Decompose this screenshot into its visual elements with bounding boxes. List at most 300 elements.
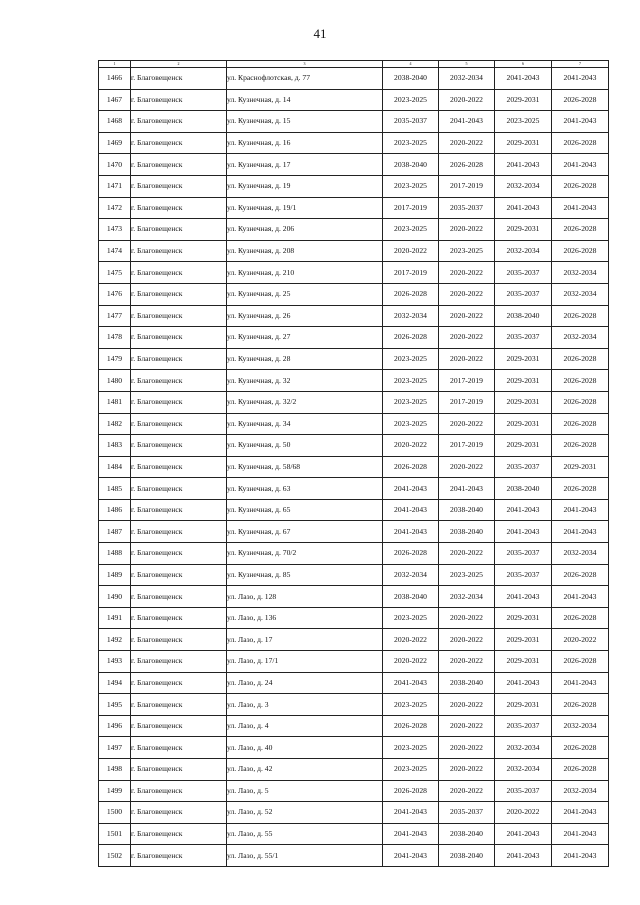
address-cell: ул. Кузнечная, д. 58/68 bbox=[227, 456, 383, 478]
address-cell: ул. Кузнечная, д. 19 bbox=[227, 175, 383, 197]
period-col4-cell: 2032-2034 bbox=[383, 305, 439, 327]
address-cell: ул. Лазо, д. 55/1 bbox=[227, 845, 383, 867]
row-number-cell: 1466 bbox=[99, 68, 131, 90]
row-number-cell: 1486 bbox=[99, 499, 131, 521]
period-col7-cell: 2041-2043 bbox=[552, 499, 609, 521]
period-col4-cell: 2032-2034 bbox=[383, 564, 439, 586]
row-number-cell: 1484 bbox=[99, 456, 131, 478]
period-col4-cell: 2017-2019 bbox=[383, 262, 439, 284]
city-cell: г. Благовещенск bbox=[131, 737, 227, 759]
period-col6-cell: 2035-2037 bbox=[495, 327, 552, 349]
row-number-cell: 1473 bbox=[99, 219, 131, 241]
period-col4-cell: 2041-2043 bbox=[383, 845, 439, 867]
column-number: 5 bbox=[439, 61, 495, 68]
row-number-cell: 1502 bbox=[99, 845, 131, 867]
period-col4-cell: 2023-2025 bbox=[383, 759, 439, 781]
row-number-cell: 1483 bbox=[99, 435, 131, 457]
table-row bbox=[99, 823, 609, 845]
period-col6-cell: 2038-2040 bbox=[495, 478, 552, 500]
city-cell: г. Благовещенск bbox=[131, 348, 227, 370]
row-number-cell: 1488 bbox=[99, 543, 131, 565]
address-cell: ул. Кузнечная, д. 32 bbox=[227, 370, 383, 392]
row-number-cell: 1479 bbox=[99, 348, 131, 370]
row-number-cell: 1499 bbox=[99, 780, 131, 802]
address-cell: ул. Кузнечная, д. 15 bbox=[227, 111, 383, 133]
period-col4-cell: 2026-2028 bbox=[383, 327, 439, 349]
address-cell: ул. Лазо, д. 3 bbox=[227, 694, 383, 716]
city-cell: г. Благовещенск bbox=[131, 521, 227, 543]
period-col5-cell: 2038-2040 bbox=[439, 672, 495, 694]
period-col4-cell: 2026-2028 bbox=[383, 780, 439, 802]
address-cell: ул. Кузнечная, д. 67 bbox=[227, 521, 383, 543]
city-cell: г. Благовещенск bbox=[131, 802, 227, 824]
period-col7-cell: 2041-2043 bbox=[552, 521, 609, 543]
period-col7-cell: 2026-2028 bbox=[552, 435, 609, 457]
table-row bbox=[99, 499, 609, 521]
period-col7-cell: 2041-2043 bbox=[552, 154, 609, 176]
address-cell: ул. Лазо, д. 5 bbox=[227, 780, 383, 802]
period-col7-cell: 2026-2028 bbox=[552, 607, 609, 629]
period-col5-cell: 2035-2037 bbox=[439, 802, 495, 824]
column-number: 6 bbox=[495, 61, 552, 68]
period-col4-cell: 2041-2043 bbox=[383, 521, 439, 543]
table-row bbox=[99, 348, 609, 370]
address-cell: ул. Кузнечная, д. 27 bbox=[227, 327, 383, 349]
city-cell: г. Благовещенск bbox=[131, 715, 227, 737]
period-col5-cell: 2023-2025 bbox=[439, 564, 495, 586]
table-row bbox=[99, 175, 609, 197]
period-col6-cell: 2041-2043 bbox=[495, 197, 552, 219]
city-cell: г. Благовещенск bbox=[131, 651, 227, 673]
period-col5-cell: 2032-2034 bbox=[439, 68, 495, 90]
period-col7-cell: 2026-2028 bbox=[552, 305, 609, 327]
table-row bbox=[99, 780, 609, 802]
period-col4-cell: 2041-2043 bbox=[383, 672, 439, 694]
period-col7-cell: 2026-2028 bbox=[552, 175, 609, 197]
city-cell: г. Благовещенск bbox=[131, 672, 227, 694]
table-row bbox=[99, 629, 609, 651]
row-number-cell: 1477 bbox=[99, 305, 131, 327]
period-col4-cell: 2038-2040 bbox=[383, 68, 439, 90]
table-row bbox=[99, 737, 609, 759]
period-col6-cell: 2029-2031 bbox=[495, 132, 552, 154]
table-row bbox=[99, 111, 609, 133]
period-col7-cell: 2026-2028 bbox=[552, 132, 609, 154]
row-number-cell: 1480 bbox=[99, 370, 131, 392]
city-cell: г. Благовещенск bbox=[131, 219, 227, 241]
period-col4-cell: 2041-2043 bbox=[383, 802, 439, 824]
period-col5-cell: 2017-2019 bbox=[439, 391, 495, 413]
address-cell: ул. Лазо, д. 4 bbox=[227, 715, 383, 737]
table-row bbox=[99, 715, 609, 737]
period-col6-cell: 2032-2034 bbox=[495, 240, 552, 262]
period-col5-cell: 2017-2019 bbox=[439, 435, 495, 457]
city-cell: г. Благовещенск bbox=[131, 240, 227, 262]
address-cell: ул. Кузнечная, д. 14 bbox=[227, 89, 383, 111]
period-col6-cell: 2035-2037 bbox=[495, 262, 552, 284]
address-cell: ул. Лазо, д. 55 bbox=[227, 823, 383, 845]
period-col7-cell: 2041-2043 bbox=[552, 586, 609, 608]
period-col5-cell: 2020-2022 bbox=[439, 694, 495, 716]
period-col4-cell: 2020-2022 bbox=[383, 435, 439, 457]
period-col7-cell: 2032-2034 bbox=[552, 283, 609, 305]
period-col7-cell: 2026-2028 bbox=[552, 759, 609, 781]
address-cell: ул. Кузнечная, д. 26 bbox=[227, 305, 383, 327]
city-cell: г. Благовещенск bbox=[131, 283, 227, 305]
period-col7-cell: 2041-2043 bbox=[552, 111, 609, 133]
period-col7-cell: 2032-2034 bbox=[552, 780, 609, 802]
row-number-cell: 1469 bbox=[99, 132, 131, 154]
period-col5-cell: 2020-2022 bbox=[439, 737, 495, 759]
column-number: 7 bbox=[552, 61, 609, 68]
period-col6-cell: 2041-2043 bbox=[495, 521, 552, 543]
address-cell: ул. Кузнечная, д. 34 bbox=[227, 413, 383, 435]
period-col6-cell: 2032-2034 bbox=[495, 759, 552, 781]
period-col7-cell: 2029-2031 bbox=[552, 456, 609, 478]
period-col5-cell: 2020-2022 bbox=[439, 780, 495, 802]
table-row bbox=[99, 262, 609, 284]
period-col6-cell: 2029-2031 bbox=[495, 370, 552, 392]
period-col6-cell: 2041-2043 bbox=[495, 845, 552, 867]
period-col5-cell: 2020-2022 bbox=[439, 715, 495, 737]
period-col4-cell: 2041-2043 bbox=[383, 478, 439, 500]
period-col5-cell: 2041-2043 bbox=[439, 478, 495, 500]
period-col4-cell: 2026-2028 bbox=[383, 543, 439, 565]
period-col6-cell: 2035-2037 bbox=[495, 283, 552, 305]
city-cell: г. Благовещенск bbox=[131, 197, 227, 219]
table-row bbox=[99, 305, 609, 327]
address-cell: ул. Кузнечная, д. 50 bbox=[227, 435, 383, 457]
city-cell: г. Благовещенск bbox=[131, 370, 227, 392]
row-number-cell: 1472 bbox=[99, 197, 131, 219]
city-cell: г. Благовещенск bbox=[131, 823, 227, 845]
period-col7-cell: 2041-2043 bbox=[552, 68, 609, 90]
period-col4-cell: 2035-2037 bbox=[383, 111, 439, 133]
city-cell: г. Благовещенск bbox=[131, 759, 227, 781]
row-number-cell: 1495 bbox=[99, 694, 131, 716]
period-col7-cell: 2041-2043 bbox=[552, 802, 609, 824]
address-cell: ул. Кузнечная, д. 19/1 bbox=[227, 197, 383, 219]
period-col5-cell: 2038-2040 bbox=[439, 521, 495, 543]
period-col5-cell: 2020-2022 bbox=[439, 413, 495, 435]
period-col5-cell: 2020-2022 bbox=[439, 132, 495, 154]
table-row bbox=[99, 672, 609, 694]
period-col7-cell: 2026-2028 bbox=[552, 219, 609, 241]
period-col6-cell: 2035-2037 bbox=[495, 715, 552, 737]
period-col4-cell: 2023-2025 bbox=[383, 737, 439, 759]
period-col4-cell: 2023-2025 bbox=[383, 370, 439, 392]
period-col4-cell: 2017-2019 bbox=[383, 197, 439, 219]
table-row bbox=[99, 651, 609, 673]
period-col6-cell: 2029-2031 bbox=[495, 413, 552, 435]
period-col7-cell: 2026-2028 bbox=[552, 391, 609, 413]
period-col5-cell: 2020-2022 bbox=[439, 327, 495, 349]
period-col5-cell: 2020-2022 bbox=[439, 219, 495, 241]
period-col4-cell: 2026-2028 bbox=[383, 283, 439, 305]
period-col7-cell: 2041-2043 bbox=[552, 845, 609, 867]
table-row bbox=[99, 456, 609, 478]
period-col6-cell: 2020-2022 bbox=[495, 802, 552, 824]
table-row bbox=[99, 89, 609, 111]
period-col4-cell: 2020-2022 bbox=[383, 629, 439, 651]
row-number-cell: 1481 bbox=[99, 391, 131, 413]
row-number-cell: 1493 bbox=[99, 651, 131, 673]
period-col7-cell: 2026-2028 bbox=[552, 348, 609, 370]
row-number-cell: 1491 bbox=[99, 607, 131, 629]
period-col7-cell: 2026-2028 bbox=[552, 478, 609, 500]
period-col7-cell: 2032-2034 bbox=[552, 262, 609, 284]
period-col5-cell: 2038-2040 bbox=[439, 499, 495, 521]
period-col6-cell: 2029-2031 bbox=[495, 607, 552, 629]
table-row bbox=[99, 521, 609, 543]
period-col5-cell: 2023-2025 bbox=[439, 240, 495, 262]
city-cell: г. Благовещенск bbox=[131, 629, 227, 651]
address-cell: ул. Кузнечная, д. 208 bbox=[227, 240, 383, 262]
city-cell: г. Благовещенск bbox=[131, 391, 227, 413]
period-col4-cell: 2041-2043 bbox=[383, 823, 439, 845]
period-col6-cell: 2041-2043 bbox=[495, 586, 552, 608]
housing-repair-schedule-table bbox=[98, 60, 609, 867]
city-cell: г. Благовещенск bbox=[131, 327, 227, 349]
row-number-cell: 1492 bbox=[99, 629, 131, 651]
period-col7-cell: 2026-2028 bbox=[552, 564, 609, 586]
city-cell: г. Благовещенск bbox=[131, 564, 227, 586]
period-col5-cell: 2017-2019 bbox=[439, 370, 495, 392]
address-cell: ул. Кузнечная, д. 70/2 bbox=[227, 543, 383, 565]
table-row bbox=[99, 132, 609, 154]
city-cell: г. Благовещенск bbox=[131, 132, 227, 154]
address-cell: ул. Кузнечная, д. 63 bbox=[227, 478, 383, 500]
period-col4-cell: 2023-2025 bbox=[383, 219, 439, 241]
row-number-cell: 1470 bbox=[99, 154, 131, 176]
table-row bbox=[99, 478, 609, 500]
period-col6-cell: 2035-2037 bbox=[495, 564, 552, 586]
table-row bbox=[99, 564, 609, 586]
column-number: 2 bbox=[131, 61, 227, 68]
address-cell: ул. Кузнечная, д. 17 bbox=[227, 154, 383, 176]
period-col7-cell: 2026-2028 bbox=[552, 737, 609, 759]
address-cell: ул. Кузнечная, д. 32/2 bbox=[227, 391, 383, 413]
period-col6-cell: 2029-2031 bbox=[495, 348, 552, 370]
table-row bbox=[99, 543, 609, 565]
period-col4-cell: 2020-2022 bbox=[383, 651, 439, 673]
period-col6-cell: 2038-2040 bbox=[495, 305, 552, 327]
period-col4-cell: 2026-2028 bbox=[383, 456, 439, 478]
period-col6-cell: 2032-2034 bbox=[495, 737, 552, 759]
address-cell: ул. Кузнечная, д. 25 bbox=[227, 283, 383, 305]
period-col7-cell: 2041-2043 bbox=[552, 823, 609, 845]
period-col6-cell: 2029-2031 bbox=[495, 435, 552, 457]
row-number-cell: 1494 bbox=[99, 672, 131, 694]
period-col7-cell: 2041-2043 bbox=[552, 672, 609, 694]
period-col5-cell: 2020-2022 bbox=[439, 89, 495, 111]
period-col4-cell: 2026-2028 bbox=[383, 715, 439, 737]
period-col5-cell: 2020-2022 bbox=[439, 456, 495, 478]
table-row bbox=[99, 68, 609, 90]
period-col4-cell: 2041-2043 bbox=[383, 499, 439, 521]
period-col4-cell: 2023-2025 bbox=[383, 175, 439, 197]
period-col5-cell: 2038-2040 bbox=[439, 845, 495, 867]
row-number-cell: 1476 bbox=[99, 283, 131, 305]
table-row bbox=[99, 327, 609, 349]
period-col4-cell: 2023-2025 bbox=[383, 89, 439, 111]
column-number: 4 bbox=[383, 61, 439, 68]
row-number-cell: 1467 bbox=[99, 89, 131, 111]
table-row bbox=[99, 802, 609, 824]
period-col5-cell: 2020-2022 bbox=[439, 305, 495, 327]
period-col7-cell: 2032-2034 bbox=[552, 327, 609, 349]
period-col5-cell: 2032-2034 bbox=[439, 586, 495, 608]
address-cell: ул. Кузнечная, д. 210 bbox=[227, 262, 383, 284]
period-col6-cell: 2035-2037 bbox=[495, 456, 552, 478]
row-number-cell: 1468 bbox=[99, 111, 131, 133]
table-row bbox=[99, 694, 609, 716]
address-cell: ул. Краснофлотская, д. 77 bbox=[227, 68, 383, 90]
address-cell: ул. Лазо, д. 128 bbox=[227, 586, 383, 608]
period-col7-cell: 2026-2028 bbox=[552, 413, 609, 435]
address-cell: ул. Лазо, д. 24 bbox=[227, 672, 383, 694]
row-number-cell: 1482 bbox=[99, 413, 131, 435]
period-col6-cell: 2041-2043 bbox=[495, 68, 552, 90]
table-row bbox=[99, 759, 609, 781]
address-cell: ул. Кузнечная, д. 16 bbox=[227, 132, 383, 154]
period-col7-cell: 2026-2028 bbox=[552, 370, 609, 392]
table-row bbox=[99, 586, 609, 608]
table-row bbox=[99, 845, 609, 867]
column-number: 1 bbox=[99, 61, 131, 68]
period-col4-cell: 2038-2040 bbox=[383, 586, 439, 608]
column-number: 3 bbox=[227, 61, 383, 68]
city-cell: г. Благовещенск bbox=[131, 68, 227, 90]
period-col5-cell: 2020-2022 bbox=[439, 759, 495, 781]
city-cell: г. Благовещенск bbox=[131, 456, 227, 478]
row-number-cell: 1487 bbox=[99, 521, 131, 543]
period-col6-cell: 2029-2031 bbox=[495, 694, 552, 716]
city-cell: г. Благовещенск bbox=[131, 694, 227, 716]
period-col4-cell: 2023-2025 bbox=[383, 348, 439, 370]
period-col7-cell: 2041-2043 bbox=[552, 197, 609, 219]
period-col7-cell: 2020-2022 bbox=[552, 629, 609, 651]
period-col6-cell: 2029-2031 bbox=[495, 629, 552, 651]
row-number-cell: 1478 bbox=[99, 327, 131, 349]
address-cell: ул. Кузнечная, д. 28 bbox=[227, 348, 383, 370]
period-col5-cell: 2020-2022 bbox=[439, 348, 495, 370]
period-col6-cell: 2041-2043 bbox=[495, 672, 552, 694]
page-number: 41 bbox=[313, 26, 327, 41]
period-col7-cell: 2032-2034 bbox=[552, 715, 609, 737]
period-col4-cell: 2023-2025 bbox=[383, 132, 439, 154]
period-col6-cell: 2029-2031 bbox=[495, 219, 552, 241]
city-cell: г. Благовещенск bbox=[131, 89, 227, 111]
city-cell: г. Благовещенск bbox=[131, 780, 227, 802]
period-col5-cell: 2020-2022 bbox=[439, 629, 495, 651]
table-row bbox=[99, 370, 609, 392]
city-cell: г. Благовещенск bbox=[131, 478, 227, 500]
period-col6-cell: 2041-2043 bbox=[495, 154, 552, 176]
period-col6-cell: 2029-2031 bbox=[495, 391, 552, 413]
table-row bbox=[99, 197, 609, 219]
city-cell: г. Благовещенск bbox=[131, 262, 227, 284]
period-col5-cell: 2020-2022 bbox=[439, 262, 495, 284]
row-number-cell: 1474 bbox=[99, 240, 131, 262]
period-col5-cell: 2020-2022 bbox=[439, 283, 495, 305]
period-col7-cell: 2026-2028 bbox=[552, 651, 609, 673]
period-col5-cell: 2020-2022 bbox=[439, 543, 495, 565]
row-number-cell: 1475 bbox=[99, 262, 131, 284]
table-row bbox=[99, 154, 609, 176]
period-col5-cell: 2026-2028 bbox=[439, 154, 495, 176]
address-cell: ул. Кузнечная, д. 85 bbox=[227, 564, 383, 586]
period-col4-cell: 2023-2025 bbox=[383, 413, 439, 435]
period-col5-cell: 2038-2040 bbox=[439, 823, 495, 845]
period-col5-cell: 2017-2019 bbox=[439, 175, 495, 197]
city-cell: г. Благовещенск bbox=[131, 111, 227, 133]
city-cell: г. Благовещенск bbox=[131, 499, 227, 521]
city-cell: г. Благовещенск bbox=[131, 175, 227, 197]
address-cell: ул. Лазо, д. 40 bbox=[227, 737, 383, 759]
period-col5-cell: 2020-2022 bbox=[439, 651, 495, 673]
period-col6-cell: 2029-2031 bbox=[495, 89, 552, 111]
period-col6-cell: 2032-2034 bbox=[495, 175, 552, 197]
period-col5-cell: 2041-2043 bbox=[439, 111, 495, 133]
column-number-row bbox=[99, 61, 609, 68]
period-col5-cell: 2035-2037 bbox=[439, 197, 495, 219]
row-number-cell: 1497 bbox=[99, 737, 131, 759]
period-col7-cell: 2026-2028 bbox=[552, 240, 609, 262]
city-cell: г. Благовещенск bbox=[131, 305, 227, 327]
period-col4-cell: 2023-2025 bbox=[383, 694, 439, 716]
row-number-cell: 1501 bbox=[99, 823, 131, 845]
city-cell: г. Благовещенск bbox=[131, 607, 227, 629]
row-number-cell: 1471 bbox=[99, 175, 131, 197]
address-cell: ул. Кузнечная, д. 206 bbox=[227, 219, 383, 241]
table-row bbox=[99, 607, 609, 629]
address-cell: ул. Лазо, д. 42 bbox=[227, 759, 383, 781]
period-col6-cell: 2035-2037 bbox=[495, 543, 552, 565]
table-row bbox=[99, 219, 609, 241]
period-col4-cell: 2023-2025 bbox=[383, 391, 439, 413]
city-cell: г. Благовещенск bbox=[131, 154, 227, 176]
period-col7-cell: 2032-2034 bbox=[552, 543, 609, 565]
table-row bbox=[99, 391, 609, 413]
period-col7-cell: 2026-2028 bbox=[552, 694, 609, 716]
period-col6-cell: 2035-2037 bbox=[495, 780, 552, 802]
period-col6-cell: 2023-2025 bbox=[495, 111, 552, 133]
period-col6-cell: 2041-2043 bbox=[495, 823, 552, 845]
row-number-cell: 1490 bbox=[99, 586, 131, 608]
city-cell: г. Благовещенск bbox=[131, 586, 227, 608]
table-row bbox=[99, 240, 609, 262]
address-cell: ул. Лазо, д. 52 bbox=[227, 802, 383, 824]
row-number-cell: 1489 bbox=[99, 564, 131, 586]
city-cell: г. Благовещенск bbox=[131, 543, 227, 565]
city-cell: г. Благовещенск bbox=[131, 435, 227, 457]
city-cell: г. Благовещенск bbox=[131, 413, 227, 435]
period-col4-cell: 2020-2022 bbox=[383, 240, 439, 262]
address-cell: ул. Кузнечная, д. 65 bbox=[227, 499, 383, 521]
table-row bbox=[99, 413, 609, 435]
period-col7-cell: 2026-2028 bbox=[552, 89, 609, 111]
period-col6-cell: 2029-2031 bbox=[495, 651, 552, 673]
row-number-cell: 1496 bbox=[99, 715, 131, 737]
row-number-cell: 1485 bbox=[99, 478, 131, 500]
city-cell: г. Благовещенск bbox=[131, 845, 227, 867]
row-number-cell: 1498 bbox=[99, 759, 131, 781]
period-col4-cell: 2038-2040 bbox=[383, 154, 439, 176]
period-col4-cell: 2023-2025 bbox=[383, 607, 439, 629]
period-col6-cell: 2041-2043 bbox=[495, 499, 552, 521]
table-row bbox=[99, 435, 609, 457]
